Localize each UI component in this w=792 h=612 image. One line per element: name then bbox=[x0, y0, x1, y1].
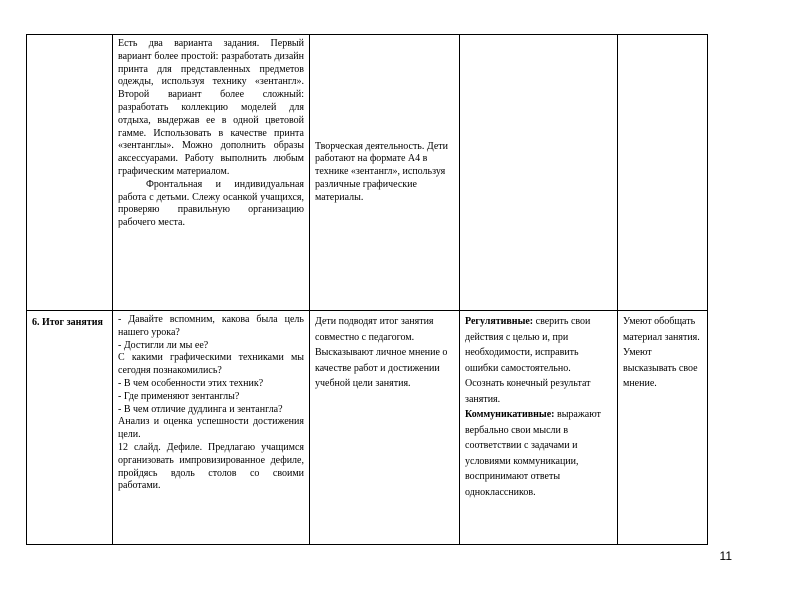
teacher-activity-cell bbox=[113, 311, 310, 545]
results-text: Умеют обобщать материал занятия. Умеют высказывать свое мнение. bbox=[623, 316, 700, 389]
question-line: - Достигли ли мы ее? bbox=[118, 339, 209, 351]
stage-label: 6. Итог занятия bbox=[32, 317, 103, 328]
uud-cell bbox=[460, 311, 618, 545]
opinion-text: Высказывают личное мнение о качестве работ и достижении учебной цели занятия. bbox=[315, 347, 448, 389]
student-activity-cell bbox=[310, 311, 460, 545]
communicative-title: Коммуникативные: bbox=[465, 409, 555, 420]
table-row bbox=[27, 35, 708, 311]
uud-cell-empty bbox=[460, 35, 618, 311]
stage-cell-empty bbox=[27, 35, 113, 311]
question-line: - Давайте вспомним, какова была цель нашего урока? bbox=[118, 314, 304, 338]
creative-activity-text: Творческая деятельность. Дети работают на формате А4 в технике «зентангл», используя различные графические материалы. bbox=[315, 140, 448, 203]
table-row bbox=[27, 311, 708, 545]
work-organization: Фронтальная и индивидуальная работа с детьми. Слежу осанкой учащихся, проверяю правильную организацию рабочего места. bbox=[118, 178, 304, 229]
communicative-block bbox=[465, 407, 612, 500]
summary-text: Дети подводят итог занятия совместно с педагогом. bbox=[315, 316, 434, 343]
results-cell-empty bbox=[618, 35, 708, 311]
results-cell bbox=[618, 311, 708, 545]
teacher-activity-cell bbox=[113, 35, 310, 311]
question-line: С какими графическими техниками мы сегодня познакомились? bbox=[118, 352, 304, 377]
question-line: - В чем отличие дудлинга и зентангла? bbox=[118, 403, 283, 415]
slide-line: 12 слайд. Дефиле. Предлагаю учащимся организовать импровизированное дефиле, пройдясь вдоль столов со своими работами. bbox=[118, 441, 304, 492]
student-activity-cell bbox=[310, 35, 460, 311]
communicative-text: выражают вербально свои мысли в соответствии с задачами и условиями коммуникации, воспринимают ответы одноклассников. bbox=[465, 409, 601, 498]
lesson-plan-table bbox=[26, 34, 708, 545]
regulatory-block bbox=[465, 314, 612, 407]
question-line: - Где применяют зентанглы? bbox=[118, 390, 240, 402]
regulatory-text: сверить свои действия с целью и, при необходимости, исправить ошибки самостоятельно. Осознать конечный результат занятия. bbox=[465, 316, 591, 405]
question-line: - В чем особенности этих техник? bbox=[118, 377, 264, 389]
regulatory-title: Регулятивные: bbox=[465, 316, 534, 327]
analysis-line: Анализ и оценка успешности достижения цели. bbox=[118, 416, 304, 441]
task-description: Есть два варианта задания. Первый вариант более простой: разработать дизайн принта для представленных предметов одежды, используя технику «зентангл». Второй вариант более сложный: разработать коллекцию моделей для отдыха, выдержав ее в одной цветовой гамме. Использовать в качестве принта «зентанглы». Можно дополнить образы аксессуарами. Работу выполнить любым графическим материалом. bbox=[118, 38, 304, 177]
page-number: 11 bbox=[719, 549, 732, 563]
stage-label-cell bbox=[27, 311, 113, 545]
